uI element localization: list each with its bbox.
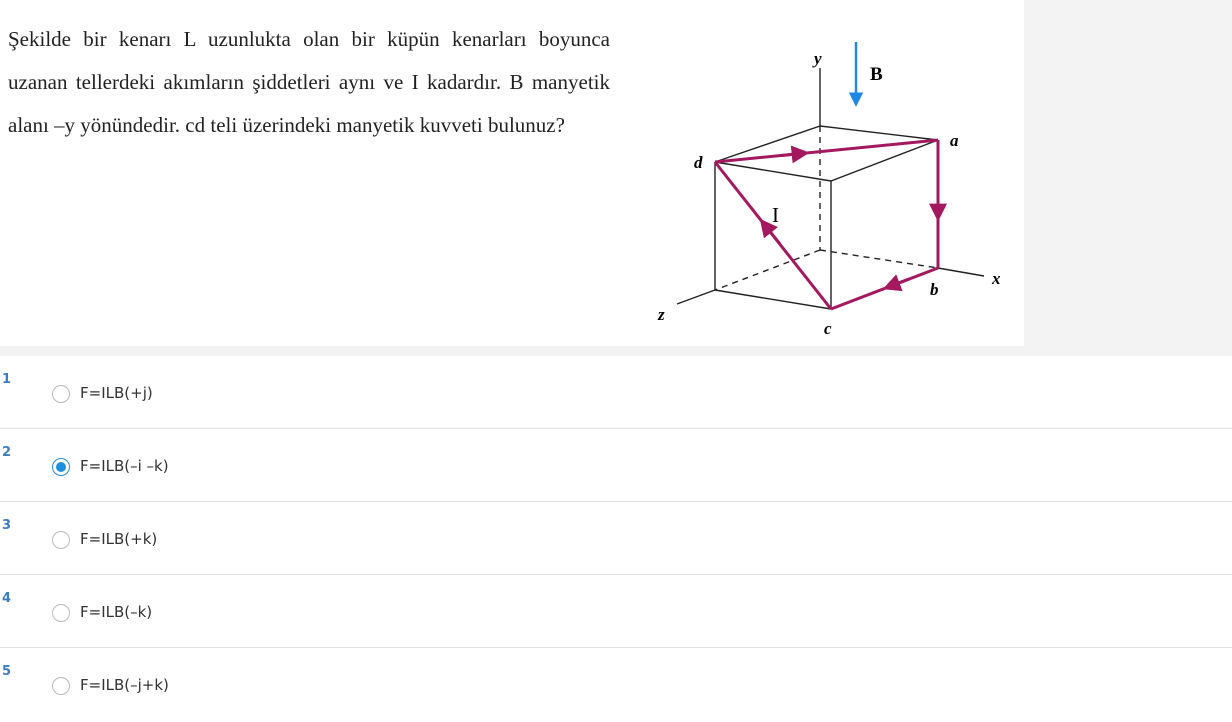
wire-bc-arrow [886,279,910,288]
option-1[interactable] [0,356,1232,429]
question-text: Şekilde bir kenarı L uzunlukta olan bir küpün kenarları boyunca uzanan tellerdeki akımların şiddetleri aynı ve I kadardır. B manyetik alanı –y yönündedir. cd teli üzerindeki manyetik kuvveti bulunuz? [8,27,610,137]
cube-edge [715,162,831,181]
point-d-label: d [694,153,703,172]
cube-edge [820,126,938,140]
x-axis-label: x [992,269,1001,288]
current-label: I [772,203,779,227]
option-label: F=ILB(–i –k) [80,457,169,475]
point-c-label: c [824,319,832,338]
option-number: 3 [2,518,12,533]
x-axis-hidden [820,250,938,268]
cube-edge [715,290,831,309]
answer-options [0,356,1232,720]
option-label: F=ILB(+k) [80,530,158,548]
z-axis [677,290,715,304]
option-number: 4 [2,591,12,606]
option-number: 5 [2,664,12,679]
radio-button[interactable] [52,531,70,549]
question-area [0,0,1024,346]
wire-bc [831,268,938,309]
point-a-label: a [950,131,959,150]
radio-button[interactable] [52,604,70,622]
radio-button-selected[interactable] [52,458,70,476]
radio-button[interactable] [52,385,70,403]
point-b-label: b [930,280,939,299]
side-panel [1024,0,1232,346]
option-number: 2 [2,445,12,460]
separator-bar [0,346,1232,356]
y-axis-label: y [814,49,822,68]
option-3[interactable] [0,502,1232,575]
wire-ad-arrow [780,153,806,156]
option-5[interactable] [0,648,1232,720]
z-axis-label: z [658,305,665,324]
x-axis [938,268,984,276]
option-number: 1 [2,372,12,387]
option-label: F=ILB(–k) [80,603,153,621]
option-label: F=ILB(–j+k) [80,676,169,694]
option-2[interactable] [0,429,1232,502]
option-4[interactable] [0,575,1232,648]
option-label: F=ILB(+j) [80,384,153,402]
radio-button[interactable] [52,677,70,695]
cube-diagram [630,0,1024,346]
z-axis-hidden [715,250,820,290]
field-label: B [870,64,883,85]
